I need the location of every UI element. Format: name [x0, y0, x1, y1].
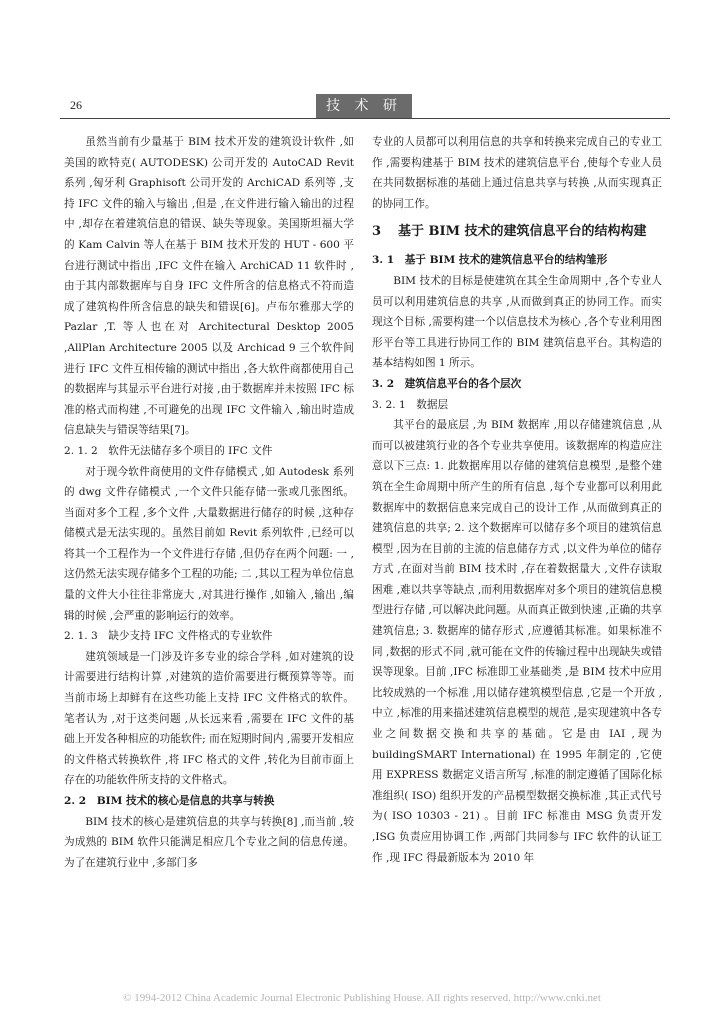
right-column	[372, 132, 662, 868]
body-paragraph: BIM 技术的核心是建筑信息的共享与转换[8] ,而当前 ,较为成熟的 BIM 软件只能满足相应几个专业之间的信息传递。为了在建筑行业中 ,多部门多	[64, 815, 354, 869]
body-paragraph: BIM 技术的目标是使建筑在其全生命周期中 ,各个专业人员可以利用建筑信息的共享 ,从而做到真正的协同工作。而实现这个目标 ,需要构建一个以信息技术为核心 ,各个专业利用图形平台等工具进行协同工作的 BIM 建筑信息平台。其构造的基本结构如图 1 所示。	[372, 274, 662, 370]
section-banner: 技 术 研 究	[316, 94, 412, 118]
subsection-heading-3-2-1: 3. 2. 1 数据层	[372, 398, 449, 411]
body-paragraph: 建筑领域是一门涉及许多专业的综合学科 ,如对建筑的设计需要进行结构计算 ,对建筑的造价需要进行概预算等等。而当前市场上却鲜有在这些功能上支持 IFC 文件格式的软件。笔者认为 ,对于这类问题 ,从长远来看 ,需要在 IFC 文件的基础上开发各种相应的功能软件; 而在短期时间内 ,需要开发相应的文件格式转换软件 ,将 IFC 格式的文件 ,转化为目前市面上存在的功能软件所支持的文件格式。	[64, 650, 354, 787]
header-divider	[60, 118, 670, 119]
section-number: 3	[372, 224, 382, 240]
copyright-footer: © 1994-2012 China Academic Journal Electronic Publishing House. All rights reserved. http://www.cnki.net	[123, 992, 601, 1004]
body-paragraph: 虽然当前有少量基于 BIM 技术开发的建筑设计软件 ,如美国的欧特克( AUTODESK) 公司开发的 AutoCAD Revit 系列 ,匈牙利 Graphisoft 公司开发的 ArchiCAD 系列等 ,支持 IFC 文件的输入与输出 ,但是 ,在文件进行输入输出的过程中 ,却存在着建筑信息的错误、缺失等现象。美国斯坦福大学的 Kam Calvin 等人在基于 BIM 技术开发的 HUT - 600 平台进行测试中指出 ,IFC 文件在输入 ArchiCAD 11 软件时 ,由于其内部数据库与自身 IFC 文件所含的信息格式不符而造成了建筑构件所含信息的缺失和错误[6]。卢布尔雅那大学的 Pazlar ,T. 等人也在对 Architectural Desktop 2005 ,AllPlan Architecture 2005 以及 Archicad 9 三个软件间进行 IFC 文件互相传输的测试中指出 ,各大软件商都使用自己的数据库与其显示平台进行对接 ,由于数据库并未按照 IFC 标准的格式而构建 ,不可避免的出现 IFC 文件输入 ,输出时造成信息缺失与错误等结果[7]。	[64, 136, 354, 437]
page-number: 26	[70, 98, 82, 112]
section-heading-2-2: 2. 2 BIM 技术的核心是信息的共享与转换	[64, 795, 275, 807]
subsection-heading-2-1-2: 2. 1. 2 软件无法储存多个项目的 IFC 文件	[64, 444, 273, 457]
body-paragraph: 其平台的最底层 ,为 BIM 数据库 ,用以存储建筑信息 ,从而可以被建筑行业的各个专业共享使用。该数据库的构造应注意以下三点: 1. 此数据库用以存储的建筑信息模型 ,是整个建筑在全生命周期中所产生的所有信息 ,每个专业都可以利用此数据库中的数据信息来完成自己的设计工作 ,从而做到真正的建筑信息的共享; 2. 这个数据库可以储存多个项目的建筑信息模型 ,因为在目前的主流的信息储存方式 ,以文件为单位的储存方式 ,在面对当前 BIM 技术时 ,存在着数据量大 ,文件存读取困难 ,难以共享等缺点 ,而利用数据库对多个项目的建筑信息模型进行存储 ,可以解决此问题。从而真正做到快速 ,正确的共享建筑信息; 3. 数据库的储存形式 ,应遵循其标准。如果标准不同 ,数据的形式不同 ,就可能在文件的传输过程中出现缺失或错误等现象。目前 ,IFC 标准即工业基础类 ,是 BIM 技术中应用比较成熟的一个标准 ,用以储存建筑模型信息 ,它是一个开放 ,中立 ,标准的用来描述建筑信息模型的规范 ,是实现建筑中各专业之间数据交换和共享的基础。它是由 IAI ,现为 buildingSMART International) 在 1995 年制定的 ,它使用 EXPRESS 数据定义语言所写 ,标准的制定遵循了国际化标准组织( ISO) 组织开发的产品模型数据交换标准 ,其正式代号为( ISO 10303 - 21) 。目前 IFC 标准由 MSG 负责开发 ,ISG 负责应用协调工作 ,两部门共同参与 IFC 软件的认证工作 ,现 IFC 得最新版本为 2010 年	[372, 419, 662, 864]
left-column	[64, 132, 354, 873]
subsection-heading-2-1-3: 2. 1. 3 缺少支持 IFC 文件格式的专业软件	[64, 630, 273, 643]
section-heading-3-2: 3. 2 建筑信息平台的各个层次	[372, 377, 522, 390]
body-paragraph: 对于现今软件商使用的文件存储模式 ,如 Autodesk 系列的 dwg 文件存储模式 ,一个文件只能存储一张或几张图纸。当面对多个工程 ,多个文件 ,大量数据进行储存的时候 ,这种存储模式是无法实现的。虽然目前如 Revit 系列软件 ,已经可以将其一个工程作为一个文件进行存储 ,但仍存在两个问题: 一 ,这仍然无法实现存储多个工程的功能; 二 ,其以工程为单位信息量的文件大小往往非常庞大 ,对其进行操作 ,如输入 ,输出 ,编辑的时候 ,会严重的影响运行的效率。	[64, 465, 354, 622]
body-paragraph: 专业的人员都可以利用信息的共享和转换来完成自己的专业工作 ,需要构建基于 BIM 技术的建筑信息平台 ,使每个专业人员在共同数据标准的基础上通过信息共享与转换 ,从而实现真正的协同工作。	[372, 136, 662, 210]
section-heading-3-1: 3. 1 基于 BIM 技术的建筑信息平台的结构雏形	[372, 254, 608, 267]
section-title: 基于 BIM 技术的建筑信息平台的结构构建	[398, 224, 647, 240]
section-heading-3	[372, 222, 662, 242]
